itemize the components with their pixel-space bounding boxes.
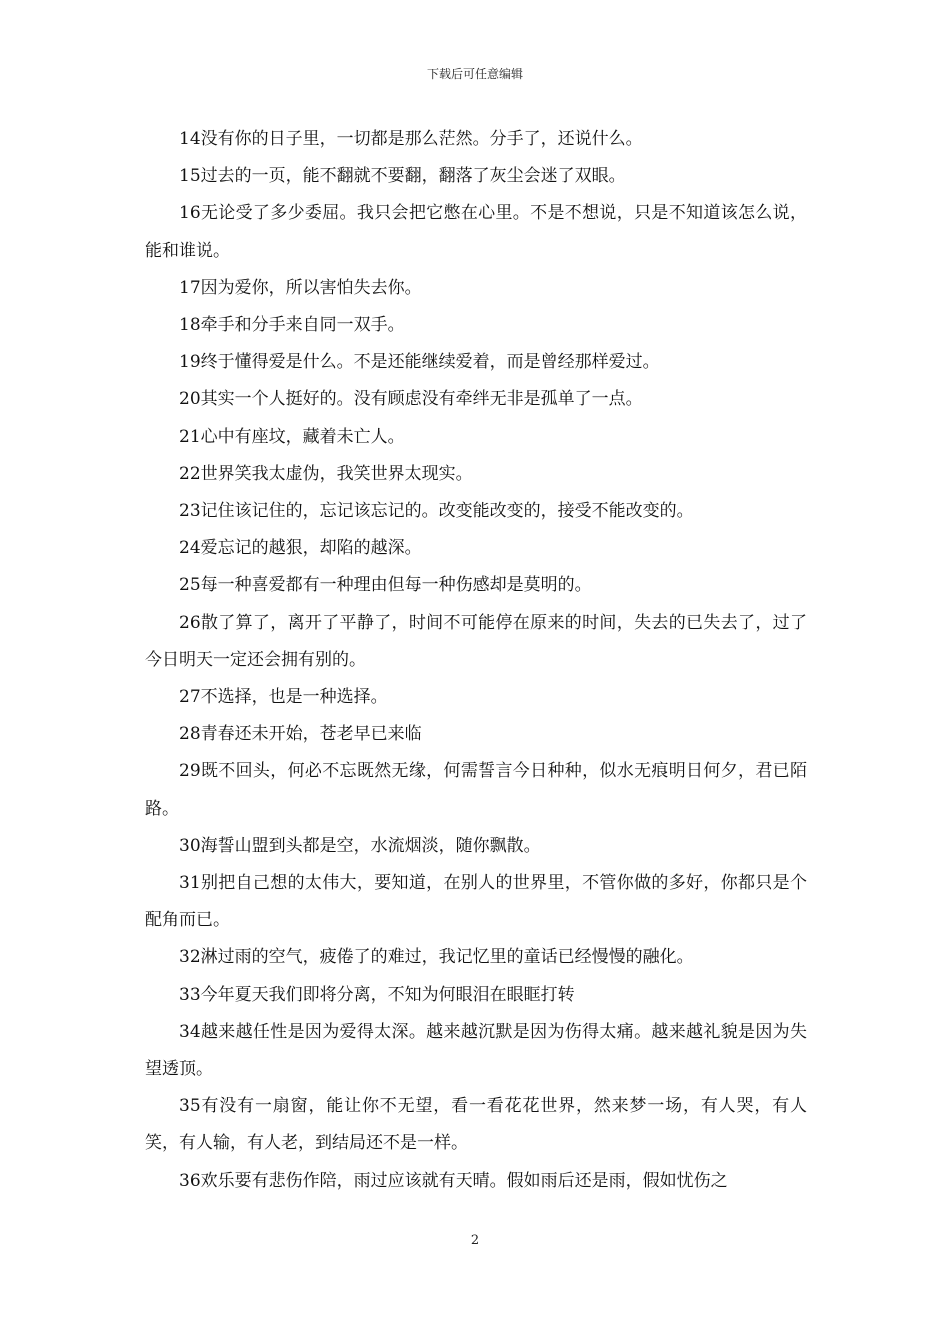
paragraph-22: 22世界笑我太虚伪，我笑世界太现实。 bbox=[179, 463, 473, 484]
page-number: 2 bbox=[470, 1233, 480, 1248]
paragraph-32: 32淋过雨的空气，疲倦了的难过，我记忆里的童话已经慢慢的融化。 bbox=[179, 947, 694, 968]
paragraph-27: 27不选择，也是一种选择。 bbox=[179, 687, 388, 708]
paragraph-18: 18牵手和分手来自同一双手。 bbox=[179, 315, 405, 336]
paragraph-17: 17因为爱你，所以害怕失去你。 bbox=[179, 277, 422, 298]
paragraph-28: 28青春还未开始，苍老早已来临 bbox=[179, 724, 422, 745]
paragraph-24: 24爱忘记的越狠，却陷的越深。 bbox=[179, 538, 422, 559]
paragraph-31: 31别把自己想的太伟大，要知道，在别人的世界里，不管你做的多好，你都只是个配角而已。 bbox=[145, 873, 807, 931]
paragraph-29: 29既不回头，何必不忘既然无缘，何需誓言今日种种，似水无痕明日何夕，君已陌路。 bbox=[145, 761, 807, 819]
paragraph-23: 23记住该记住的，忘记该忘记的。改变能改变的，接受不能改变的。 bbox=[179, 501, 694, 522]
paragraph-30: 30海誓山盟到头都是空，水流烟淡，随你飘散。 bbox=[179, 835, 541, 856]
paragraph-25: 25每一种喜爱都有一种理由但每一种伤感却是莫明的。 bbox=[179, 575, 592, 596]
paragraph-21: 21心中有座坟，藏着未亡人。 bbox=[179, 426, 405, 447]
paragraph-34: 34越来越任性是因为爱得太深。越来越沉默是因为伤得太痛。越来越礼貌是因为失望透顶。 bbox=[145, 1021, 807, 1080]
paragraph-16: 16无论受了多少委屈。我只会把它憋在心里。不是不想说，只是不知道该怎么说，能和谁说。 bbox=[145, 203, 807, 261]
paragraph-36: 36欢乐要有悲伤作陪，雨过应该就有天晴。假如雨后还是雨，假如忧伤之 bbox=[179, 1170, 728, 1191]
paragraph-20: 20其实一个人挺好的。没有顾虑没有牵绊无非是孤单了一点。 bbox=[179, 389, 643, 410]
document-body bbox=[145, 121, 807, 1200]
page-header: 下载后可任意编辑 bbox=[426, 67, 523, 81]
paragraph-14: 14没有你的日子里，一切都是那么茫然。分手了，还说什么。 bbox=[179, 129, 643, 149]
paragraph-26: 26散了算了，离开了平静了，时间不可能停在原来的时间，失去的已失去了，过了今日明天一定还会拥有别的。 bbox=[145, 612, 807, 670]
paragraph-33: 33今年夏天我们即将分离，不知为何眼泪在眼眶打转 bbox=[179, 984, 575, 1005]
paragraph-15: 15过去的一页，能不翻就不要翻，翻落了灰尘会迷了双眼。 bbox=[179, 166, 626, 187]
paragraph-35: 35有没有一扇窗，能让你不无望，看一看花花世界，然来梦一场，有人哭，有人笑，有人输，有人老，到结局还不是一样。 bbox=[145, 1096, 807, 1154]
paragraph-19: 19终于懂得爱是什么。不是还能继续爱着，而是曾经那样爱过。 bbox=[179, 352, 660, 373]
